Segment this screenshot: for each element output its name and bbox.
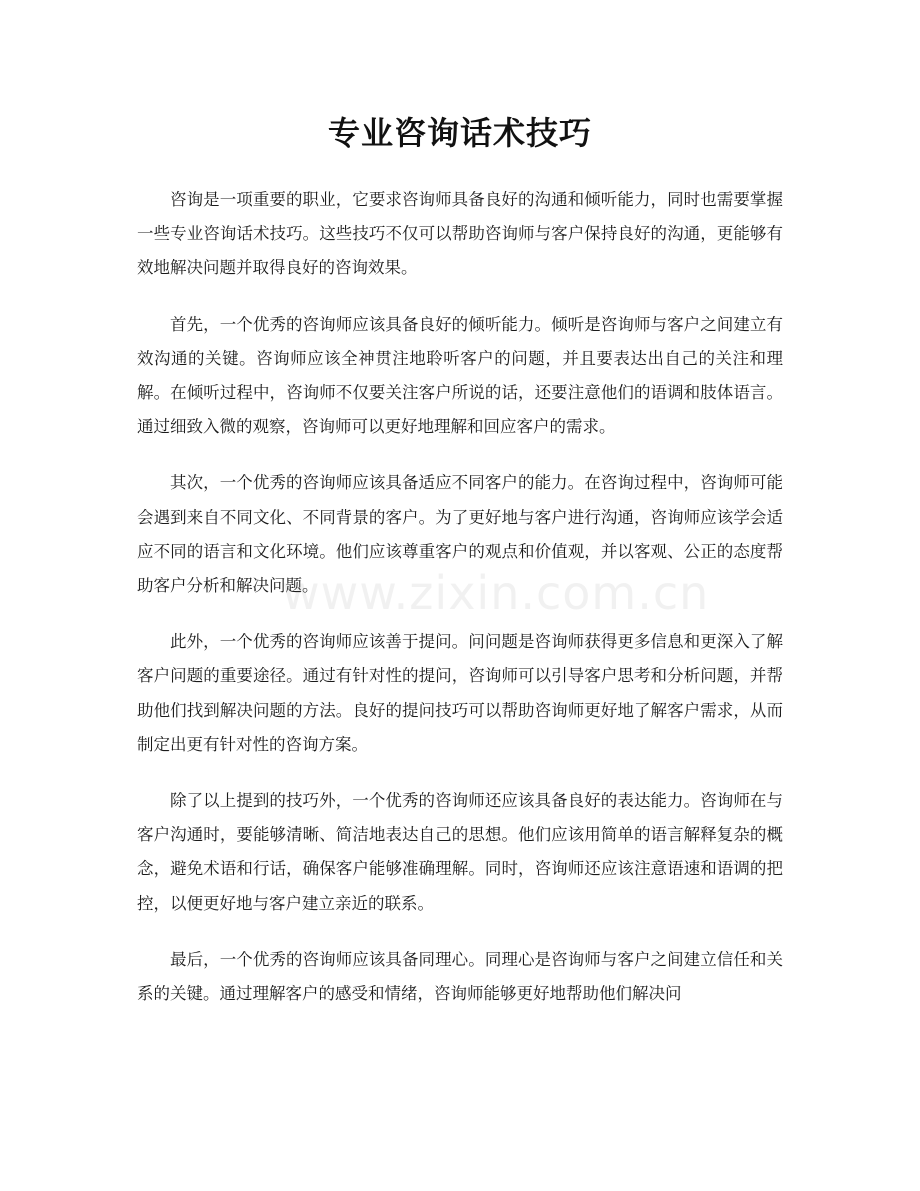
paragraph-expression: 除了以上提到的技巧外，一个优秀的咨询师还应该具备良好的表达能力。咨询师在与客户沟通时，要能够清晰、简洁地表达自己的思想。他们应该用简单的语言解释复杂的概念，避免术语和行话，确保客户能够准确理解。同时，咨询师还应该注意语速和语调的把控，以便更好地与客户建立亲近的联系。 [137, 791, 783, 913]
document-body [137, 183, 783, 1033]
paragraph-listening: 首先，一个优秀的咨询师应该具备良好的倾听能力。倾听是咨询师与客户之间建立有效沟通的关键。咨询师应该全神贯注地聆听客户的问题，并且要表达出自己的关注和理解。在倾听过程中，咨询师不仅要关注客户所说的话，还要注意他们的语调和肢体语言。通过细致入微的观察，咨询师可以更好地理解和回应客户的需求。 [137, 314, 783, 437]
paragraph-questioning: 此外，一个优秀的咨询师应该善于提问。问问题是咨询师获得更多信息和更深入了解客户问题的重要途径。通过有针对性的提问，咨询师可以引导客户思考和分析问题，并帮助他们找到解决问题的方法。良好的提问技巧可以帮助咨询师更好地了解客户需求，从而制定出更有针对性的咨询方案。 [137, 632, 783, 754]
paragraph-empathy: 最后，一个优秀的咨询师应该具备同理心。同理心是咨询师与客户之间建立信任和关系的关键。通过理解客户的感受和情绪，咨询师能够更好地帮助他们解决问 [137, 949, 783, 1004]
watermark: www.zixin.com.cn [282, 566, 710, 620]
document-title: 专业咨询话术技巧 [327, 114, 592, 152]
paragraph-adaptability: 其次，一个优秀的咨询师应该具备适应不同客户的能力。在咨询过程中，咨询师可能会遇到来自不同文化、不同背景的客户。为了更好地与客户进行沟通，咨询师应该学会适应不同的语言和文化环境。他们应该尊重客户的观点和价值观，并以客观、公正的态度帮助客户分析和解决问题。 [137, 473, 783, 596]
paragraph-intro: 咨询是一项重要的职业，它要求咨询师具备良好的沟通和倾听能力，同时也需要掌握一些专业咨询话术技巧。这些技巧不仅可以帮助咨询师与客户保持良好的沟通，更能够有效地解决问题并取得良好的咨询效果。 [137, 190, 783, 278]
